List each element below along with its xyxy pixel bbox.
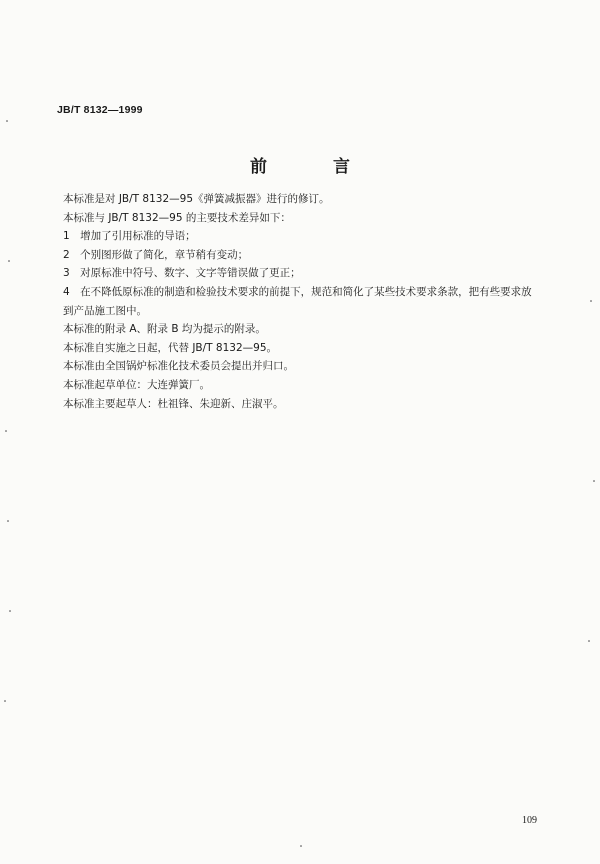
list-item-3: 3 对原标准中符号、数字、文字等错误做了更正； [63,267,301,280]
paragraph-revision-note: 本标准是对 JB/T 8132—95《弹簧减振器》进行的修订。 [63,193,330,205]
list-item-1: 1 增加了引用标准的导语； [63,230,196,243]
paragraph-replacement-note: 本标准自实施之日起，代替 JB/T 8132—95。 [63,341,278,354]
paragraph-proposer-note: 本标准由全国锅炉标准化技术委员会提出并归口。 [63,360,294,373]
standard-code: JB/T 8132—1999 [57,104,143,116]
page-title: 前 言 [250,157,380,177]
paragraph-drafters: 本标准主要起草人：杜祖锋、朱迎新、庄淑平。 [63,397,284,410]
list-item-2: 2 个别图形做了简化，章节稍有变动； [63,248,249,261]
list-item-4: 4 在不降低原标准的制造和检验技术要求的前提下，规范和简化了某些技术要求条款，把有些要求放到产品施工图中。 [63,285,532,317]
preface-body [63,190,533,413]
paragraph-drafting-unit: 本标准起草单位：大连弹簧厂。 [63,378,210,391]
paragraph-differences-intro: 本标准与 JB/T 8132—95 的主要技术差异如下： [63,211,291,224]
paragraph-appendix-note: 本标准的附录 A、附录 B 均为提示的附录。 [63,323,266,336]
page-number: 109 [522,815,537,826]
